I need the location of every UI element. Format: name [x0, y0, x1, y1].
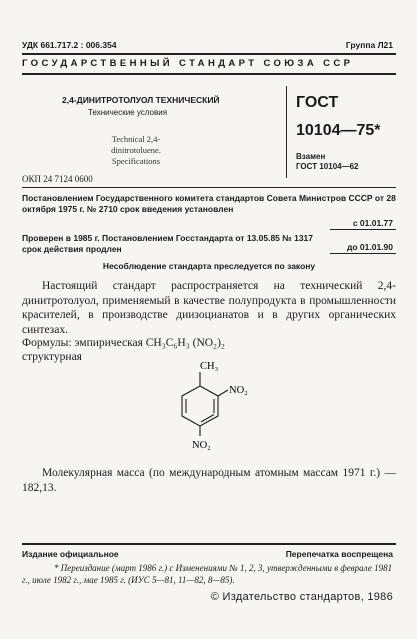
bond-to-no2-ortho: [218, 390, 228, 396]
structural-label: структурная: [22, 351, 82, 363]
reprint-prohibited: Перепечатка воспрещена: [285, 549, 393, 559]
gost-number: 10104—75*: [296, 122, 381, 139]
effective-date: с 01.01.77: [352, 218, 393, 228]
top-rule: [22, 53, 396, 55]
decree-text: Постановлением Государственного комитета стандартов Совета Министров СССР от 28 октября 1975 г. № 2710 срок введения установлен: [22, 193, 396, 214]
extended-date: до 01.01.90: [346, 242, 393, 252]
ch3-label: CH₃: [200, 361, 219, 372]
official-edition: Издание официальное: [22, 549, 119, 559]
replaces-value: ГОСТ 10104—62: [296, 162, 359, 171]
group-code: Группа Л21: [345, 40, 393, 50]
ring-hexagon: [182, 386, 218, 426]
legal-warning: Несоблюдение стандарта преследуется по закону: [102, 261, 316, 271]
no2-ortho-label: NO₂: [229, 385, 248, 396]
molar-mass-paragraph: Молекулярная масса (по международным атомным массам 1971 г.) — 182,13.: [22, 467, 396, 494]
gost-label: ГОСТ: [296, 94, 339, 111]
extended-date-rule: [330, 253, 396, 254]
okp-rule: [22, 187, 396, 188]
empirical-formula: CH₃C₆H₃ (NO₂)₂: [145, 337, 225, 349]
okp-code: ОКП 24 7124 0600: [22, 174, 93, 184]
english-title: Technical 2,4-dinitrotoluene. Specifications: [111, 134, 161, 166]
ring-double-bond-3: [201, 415, 214, 423]
reissue-note: * Переиздание (март 1986 г.) с Изменениями № 1, 2, 3, утвержденными в феврале 1981 г., июле 1982 г., мае 1985 г. (ИУС 5—81, 11—82, 8—85).: [22, 563, 393, 585]
checked-text: Проверен в 1985 г. Постановлением Госстандарта от 13.05.85 № 1317 срок действия продлен: [22, 233, 314, 254]
gost-divider: [286, 86, 287, 178]
udc-code: УДК 661.717.2 : 006.354: [22, 40, 117, 50]
effective-date-rule: [330, 229, 396, 230]
footer-rule: [22, 543, 396, 545]
scope-paragraph: Настоящий стандарт распространяется на технический 2,4-динитротолуол, применяемый в качестве полупродукта в промышленности красителей, в производстве диизоцианатов и в других органических синтезах.: [22, 280, 396, 336]
structural-formula-diagram: [170, 356, 280, 460]
banner-rule: [22, 73, 396, 75]
formulas-label: Формулы: эмпирическая: [22, 337, 143, 349]
no2-para-label: NO₂: [192, 440, 211, 451]
standard-title: 2,4-ДИНИТРОТОЛУОЛ ТЕХНИЧЕСКИЙ: [62, 95, 220, 105]
standard-subtitle: Технические условия: [88, 108, 168, 117]
gost-designation: [296, 92, 381, 142]
formulas-line: [22, 336, 225, 350]
copyright-notice: © Издательство стандартов, 1986: [210, 591, 393, 603]
replaces-label: Взамен: [296, 152, 326, 161]
country-standard-banner: ГОСУДАРСТВЕННЫЙ СТАНДАРТ СОЮЗА ССР: [22, 58, 354, 69]
replaces-block: [296, 152, 358, 172]
benzene-ring: [182, 372, 228, 436]
